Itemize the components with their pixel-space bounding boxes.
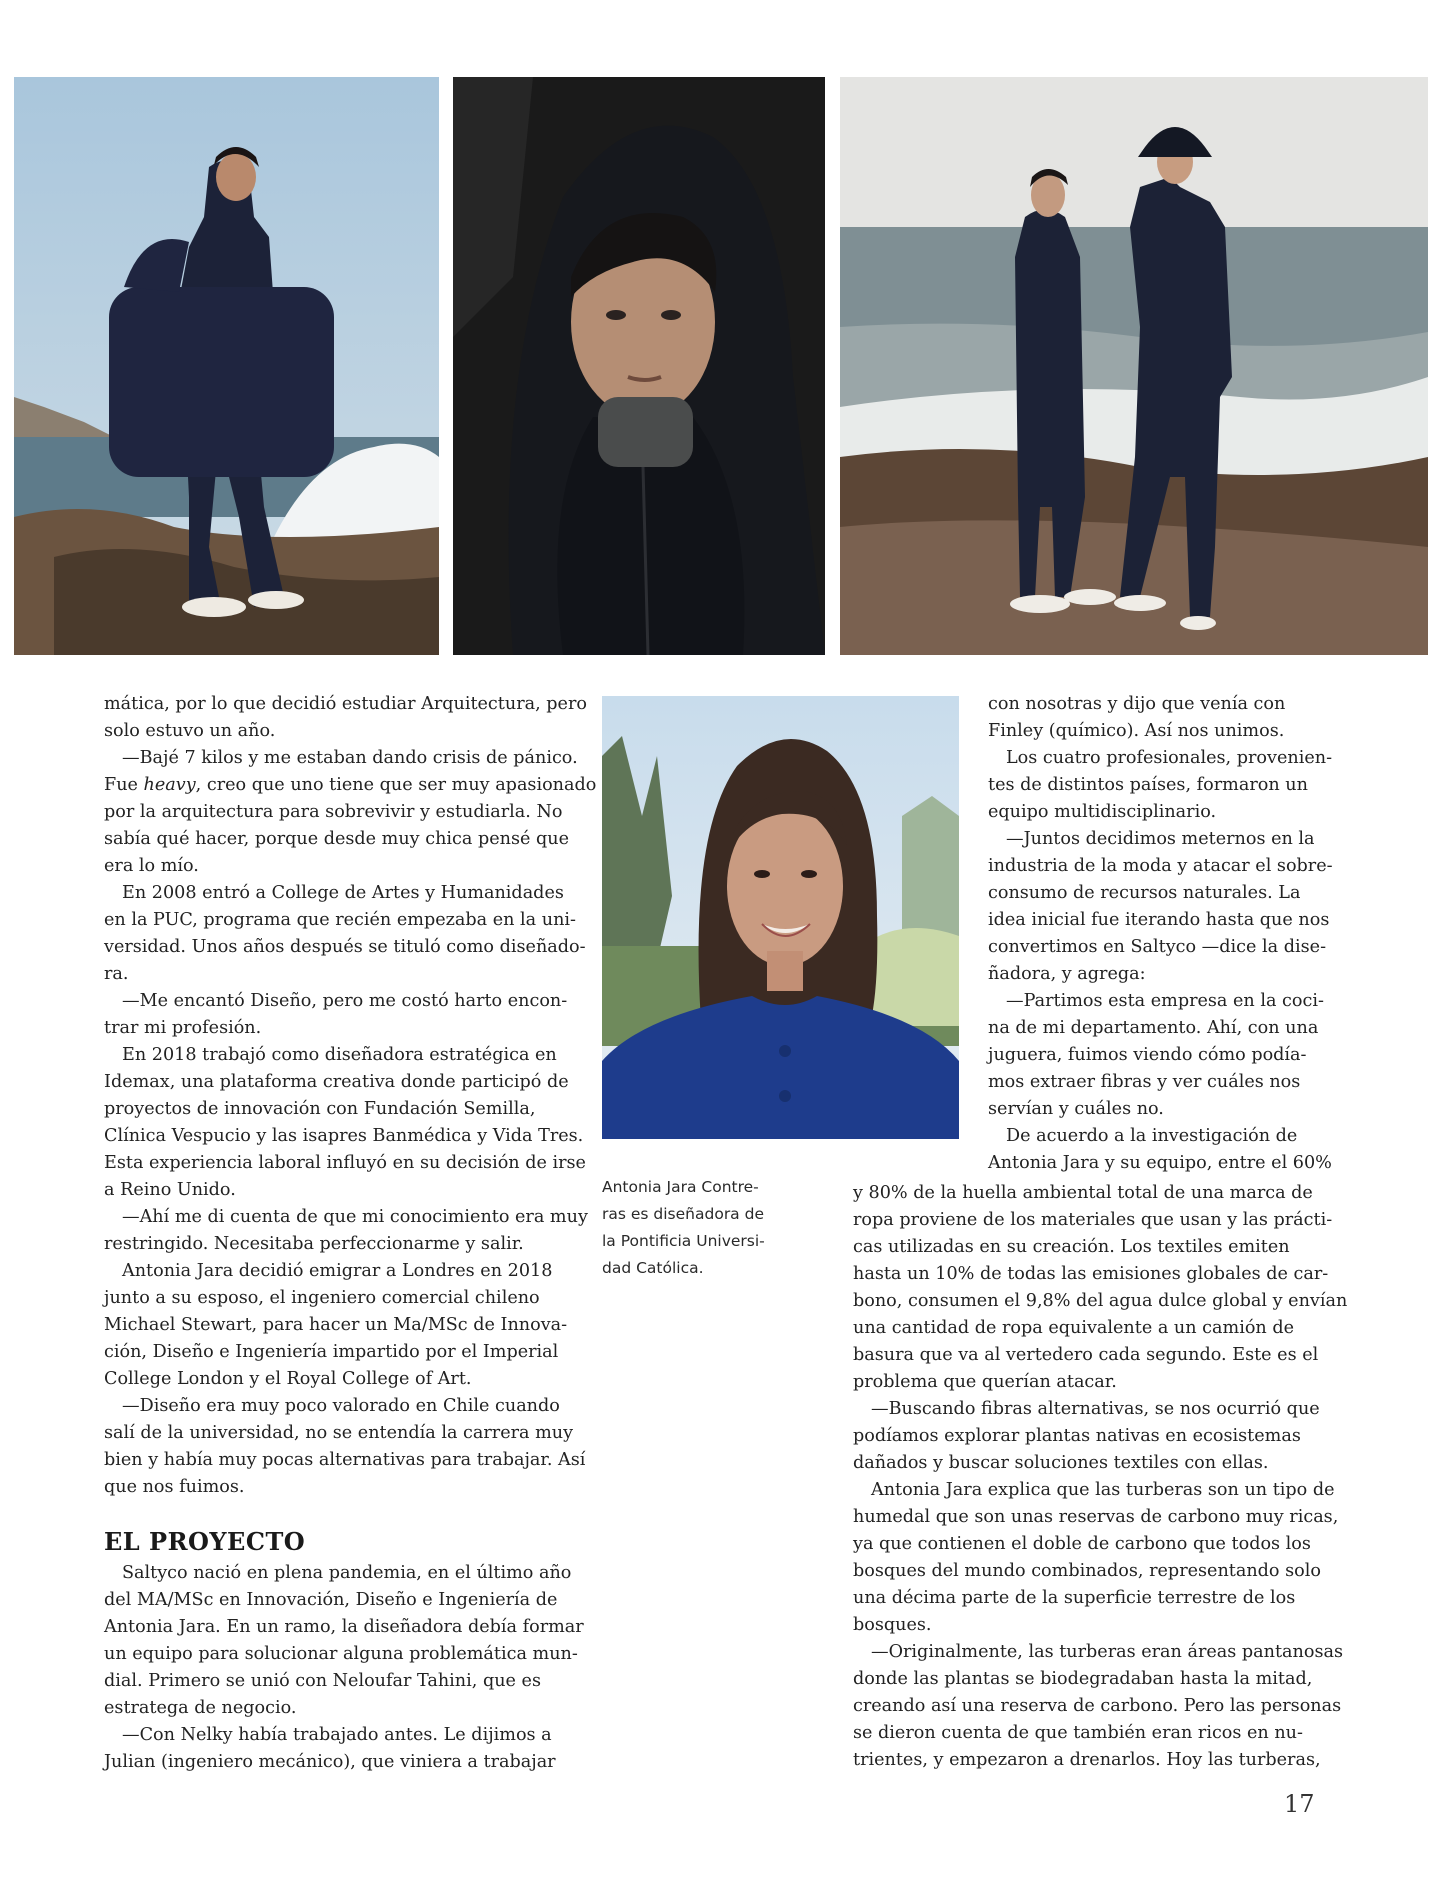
text-line: estratega de negocio. xyxy=(104,1698,297,1718)
text-line: bosques del mundo combinados, representando solo xyxy=(853,1561,1321,1581)
text-line: dial. Primero se unió con Neloufar Tahini, que es xyxy=(104,1671,541,1691)
caption-line: Antonia Jara Contre- xyxy=(602,1178,759,1196)
text-line: tes de distintos países, formaron un xyxy=(988,775,1308,795)
text-line: por la arquitectura para sobrevivir y estudiarla. No xyxy=(104,802,563,822)
text-line: convertimos en Saltyco —dice la dise- xyxy=(988,937,1327,957)
text-line: proyectos de innovación con Fundación Semilla, xyxy=(104,1099,536,1119)
text-line: ra. xyxy=(104,964,129,984)
text-line: sabía qué hacer, porque desde muy chica pensé que xyxy=(104,829,570,849)
article-left-column xyxy=(104,691,597,1776)
text-line: bono, consumen el 9,8% del agua dulce global y envían xyxy=(853,1291,1348,1311)
text-line: problema que querían atacar. xyxy=(853,1372,1117,1392)
text-line: —Juntos decidimos meternos en la xyxy=(1006,829,1315,849)
text-line: mática, por lo que decidió estudiar Arquitectura, pero xyxy=(104,694,587,714)
text-line: era lo mío. xyxy=(104,856,199,876)
text-segment: , creo que uno tiene que ser muy apasionado xyxy=(195,775,597,795)
text-line-with-italic xyxy=(104,772,597,799)
text-line: mos extraer fibras y ver cuáles nos xyxy=(988,1072,1301,1092)
text-line: —Me encantó Diseño, pero me costó harto encon- xyxy=(122,991,568,1011)
text-line: un equipo para solucionar alguna problemática mun- xyxy=(104,1644,578,1664)
text-line: —Ahí me di cuenta de que mi conocimiento era muy xyxy=(122,1207,588,1227)
text-line: Antonia Jara decidió emigrar a Londres en 2018 xyxy=(122,1261,553,1281)
text-line: servían y cuáles no. xyxy=(988,1099,1164,1119)
text-line: —Bajé 7 kilos y me estaban dando crisis de pánico. xyxy=(122,748,578,768)
text-line: —Originalmente, las turberas eran áreas pantanosas xyxy=(871,1642,1343,1662)
caption-line: la Pontificia Universi- xyxy=(602,1232,765,1250)
text-line: y 80% de la huella ambiental total de una marca de xyxy=(853,1183,1313,1203)
text-line: se dieron cuenta de que también eran ricos en nu- xyxy=(853,1723,1303,1743)
text-line: Esta experiencia laboral influyó en su decisión de irse xyxy=(104,1153,586,1173)
text-line: Antonia Jara y su equipo, entre el 60% xyxy=(988,1153,1332,1173)
antonia-jara-portrait-photo xyxy=(602,696,959,1139)
text-line: Julian (ingeniero mecánico), que viniera a trabajar xyxy=(104,1752,556,1772)
caption-line: dad Católica. xyxy=(602,1259,704,1277)
text-line: Idemax, una plataforma creativa donde participó de xyxy=(104,1072,569,1092)
italic-word: heavy xyxy=(143,775,196,795)
text-line: restringido. Necesitaba perfeccionarme y salir. xyxy=(104,1234,524,1254)
text-line: juguera, fuimos viendo cómo podía- xyxy=(988,1045,1307,1065)
text-line: a Reino Unido. xyxy=(104,1180,236,1200)
text-line: del MA/MSc en Innovación, Diseño e Ingeniería de xyxy=(104,1590,558,1610)
text-line: Antonia Jara explica que las turberas son un tipo de xyxy=(871,1480,1335,1500)
text-line: trientes, y empezaron a drenarlos. Hoy las turberas, xyxy=(853,1750,1321,1770)
text-segment: Fue xyxy=(104,775,144,795)
text-line: Saltyco nació en plena pandemia, en el último año xyxy=(122,1563,572,1583)
caption-line: ras es diseñadora de xyxy=(602,1205,764,1223)
page-number: 17 xyxy=(1284,1790,1315,1818)
text-line: consumo de recursos naturales. La xyxy=(988,883,1301,903)
text-line: equipo multidisciplinario. xyxy=(988,802,1217,822)
text-line: En 2008 entró a College de Artes y Humanidades xyxy=(122,883,564,903)
text-line: idea inicial fue iterando hasta que nos xyxy=(988,910,1330,930)
text-line: —Diseño era muy poco valorado en Chile cuando xyxy=(122,1396,560,1416)
text-line: una cantidad de ropa equivalente a un camión de xyxy=(853,1318,1295,1338)
text-line: con nosotras y dijo que venía con xyxy=(988,694,1286,714)
text-line: bien y había muy pocas alternativas para trabajar. Así xyxy=(104,1450,586,1470)
text-line: De acuerdo a la investigación de xyxy=(1006,1126,1298,1146)
section-heading: EL PROYECTO xyxy=(104,1527,306,1556)
article-right-column-top xyxy=(988,691,1338,1177)
text-line: trar mi profesión. xyxy=(104,1018,262,1038)
text-line: donde las plantas se biodegradaban hasta la mitad, xyxy=(853,1669,1313,1689)
text-line: en la PUC, programa que recién empezaba en la uni- xyxy=(104,910,576,930)
man-hooded-portrait-photo xyxy=(453,77,825,655)
text-line: solo estuvo un año. xyxy=(104,721,276,741)
text-line: Los cuatro profesionales, provenien- xyxy=(1006,748,1333,768)
text-line: dañados y buscar soluciones textiles con ellas. xyxy=(853,1453,1269,1473)
text-line: ropa proviene de los materiales que usan y las prácti- xyxy=(853,1210,1333,1230)
text-line: na de mi departamento. Ahí, con una xyxy=(988,1018,1319,1038)
text-line: Finley (químico). Así nos unimos. xyxy=(988,721,1285,741)
photo-caption xyxy=(602,1174,782,1282)
text-line: junto a su esposo, el ingeniero comercial chileno xyxy=(104,1288,540,1308)
text-line: podíamos explorar plantas nativas en ecosistemas xyxy=(853,1426,1301,1446)
text-line: ñadora, y agrega: xyxy=(988,964,1146,984)
article-right-column-bottom xyxy=(853,1180,1348,1774)
text-line: —Buscando fibras alternativas, se nos ocurrió que xyxy=(871,1399,1320,1419)
text-line: Antonia Jara. En un ramo, la diseñadora debía formar xyxy=(104,1617,584,1637)
text-line: humedal que son unas reservas de carbono muy ricas, xyxy=(853,1507,1339,1527)
text-line: bosques. xyxy=(853,1615,932,1635)
couple-by-sea-photo xyxy=(840,77,1428,655)
text-line: basura que va al vertedero cada segundo. Este es el xyxy=(853,1345,1319,1365)
text-line: Michael Stewart, para hacer un Ma/MSc de Innova- xyxy=(104,1315,568,1335)
text-line: ya que contienen el doble de carbono que todos los xyxy=(853,1534,1311,1554)
text-line: Clínica Vespucio y las isapres Banmédica y Vida Tres. xyxy=(104,1126,584,1146)
text-line: hasta un 10% de todas las emisiones globales de car- xyxy=(853,1264,1329,1284)
text-line: que nos fuimos. xyxy=(104,1477,245,1497)
text-line: En 2018 trabajó como diseñadora estratégica en xyxy=(122,1045,557,1065)
text-line: cas utilizadas en su creación. Los textiles emiten xyxy=(853,1237,1290,1257)
text-line: versidad. Unos años después se tituló como diseñado- xyxy=(104,937,586,957)
text-line: —Con Nelky había trabajado antes. Le dijimos a xyxy=(122,1725,552,1745)
text-line: ción, Diseño e Ingeniería impartido por el Imperial xyxy=(104,1342,559,1362)
text-line: College London y el Royal College of Art. xyxy=(104,1369,472,1389)
text-line: una décima parte de la superficie terrestre de los xyxy=(853,1588,1296,1608)
woman-quilted-bag-photo xyxy=(14,77,439,655)
text-line: creando así una reserva de carbono. Pero las personas xyxy=(853,1696,1342,1716)
text-line: —Partimos esta empresa en la coci- xyxy=(1006,991,1324,1011)
text-line: industria de la moda y atacar el sobre- xyxy=(988,856,1333,876)
text-line: salí de la universidad, no se entendía la carrera muy xyxy=(104,1423,574,1443)
